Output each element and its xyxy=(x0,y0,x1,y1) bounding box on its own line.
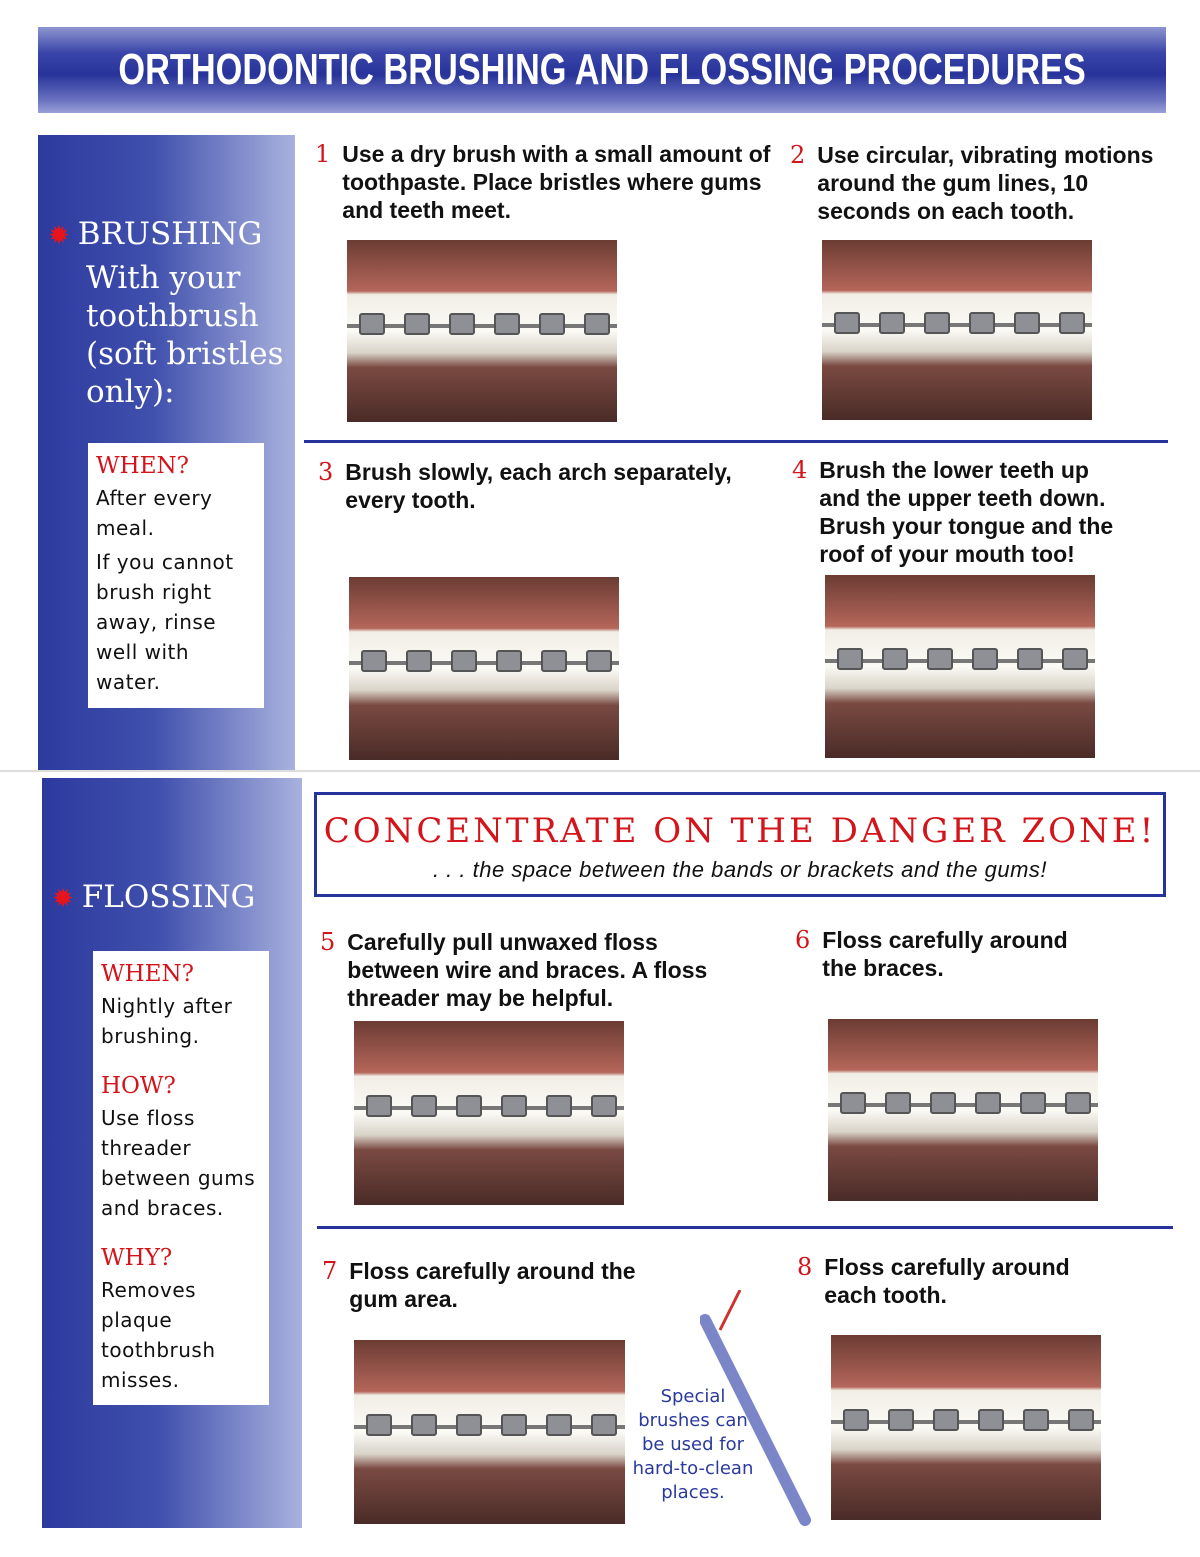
bracket-icon xyxy=(539,313,565,335)
bracket-icon xyxy=(546,1414,572,1436)
step-3 xyxy=(318,458,778,514)
bracket-icon xyxy=(972,648,998,670)
step-text: Carefully pull unwaxed floss between wire and braces. A floss threader may be helpful. xyxy=(347,929,708,1011)
brushing-sub: only): xyxy=(86,374,175,410)
bracket-icon xyxy=(933,1409,959,1431)
danger-subtitle: . . . the space between the bands or brackets and the gums! xyxy=(432,857,1048,882)
why-label: WHY? xyxy=(101,1245,173,1271)
bracket-icon xyxy=(456,1095,482,1117)
step-6 xyxy=(795,926,1095,982)
bracket-icon xyxy=(411,1095,437,1117)
flossing-title: FLOSSING xyxy=(81,879,256,915)
step-text: Use circular, vibrating motions around the gum lines, 10 seconds on each tooth. xyxy=(817,142,1154,224)
brushing-when-box xyxy=(88,443,264,708)
bracket-icon xyxy=(879,312,905,334)
step-number: 2 xyxy=(790,141,806,169)
flossing-info-box xyxy=(93,951,269,1405)
bracket-icon xyxy=(885,1092,911,1114)
divider xyxy=(317,1226,1173,1229)
step-7-photo xyxy=(354,1340,625,1524)
danger-title: CONCENTRATE ON THE DANGER ZONE! xyxy=(323,811,1157,851)
bracket-icon xyxy=(882,648,908,670)
bracket-icon xyxy=(840,1092,866,1114)
brushing-title: BRUSHING xyxy=(77,216,263,252)
divider xyxy=(304,440,1168,443)
fold-line xyxy=(0,770,1200,772)
how-text: Use floss threader between gums and braces. xyxy=(101,1106,256,1220)
step-3-photo xyxy=(349,577,619,760)
brushing-sub: toothbrush xyxy=(86,298,259,334)
step-5 xyxy=(320,928,740,1012)
bracket-icon xyxy=(834,312,860,334)
when-label: WHEN? xyxy=(101,961,194,987)
bracket-icon xyxy=(494,313,520,335)
when-text-2: If you cannot brush right away, rinse well with water. xyxy=(96,550,234,694)
when-text: After every meal. xyxy=(96,486,213,540)
bracket-icon xyxy=(1017,648,1043,670)
bracket-icon xyxy=(1023,1409,1049,1431)
step-number: 3 xyxy=(318,458,334,486)
why-text: Removes plaque toothbrush misses. xyxy=(101,1278,216,1392)
step-1-photo xyxy=(347,240,617,422)
bracket-icon xyxy=(1020,1092,1046,1114)
bracket-icon xyxy=(451,650,477,672)
step-5-photo xyxy=(354,1021,624,1205)
step-text: Brush the lower teeth up and the upper teeth down. Brush your tongue and the roof of your mouth too! xyxy=(819,457,1114,567)
starburst-icon: ✹ xyxy=(52,884,74,914)
step-number: 7 xyxy=(322,1257,338,1285)
step-number: 4 xyxy=(792,456,808,484)
when-label: WHEN? xyxy=(96,453,189,479)
step-text: Floss carefully around the gum area. xyxy=(349,1258,636,1312)
brushing-heading xyxy=(48,215,262,255)
bracket-icon xyxy=(359,313,385,335)
bracket-icon xyxy=(501,1414,527,1436)
brushing-sub: (soft bristles xyxy=(86,336,284,372)
step-text: Floss carefully around each tooth. xyxy=(824,1254,1070,1308)
page-title: ORTHODONTIC BRUSHING AND FLOSSING PROCEDURES xyxy=(118,45,1086,94)
step-7 xyxy=(322,1257,662,1313)
title-banner xyxy=(38,27,1166,113)
bracket-icon xyxy=(366,1414,392,1436)
bracket-icon xyxy=(1062,648,1088,670)
step-1 xyxy=(315,140,775,224)
step-number: 6 xyxy=(795,926,811,954)
special-brushes-note: Special brushes can be used for hard-to-clean places. xyxy=(632,1386,754,1503)
bracket-icon xyxy=(888,1409,914,1431)
bracket-icon xyxy=(584,313,610,335)
step-8-photo xyxy=(831,1335,1101,1520)
flossing-heading xyxy=(52,878,255,918)
bracket-icon xyxy=(837,648,863,670)
step-text: Brush slowly, each arch separately, every tooth. xyxy=(345,459,732,513)
brushing-sidebar xyxy=(38,135,295,770)
step-2-photo xyxy=(822,240,1092,420)
bracket-icon xyxy=(930,1092,956,1114)
bracket-icon xyxy=(546,1095,572,1117)
bracket-icon xyxy=(496,650,522,672)
bracket-icon xyxy=(406,650,432,672)
step-4 xyxy=(792,456,1132,568)
step-4-photo xyxy=(825,575,1095,758)
bracket-icon xyxy=(1014,312,1040,334)
starburst-icon: ✹ xyxy=(48,221,70,251)
bracket-icon xyxy=(586,650,612,672)
bracket-icon xyxy=(501,1095,527,1117)
bracket-icon xyxy=(404,313,430,335)
bracket-icon xyxy=(361,650,387,672)
bracket-icon xyxy=(924,312,950,334)
bracket-icon xyxy=(978,1409,1004,1431)
bracket-icon xyxy=(591,1414,617,1436)
bracket-icon xyxy=(843,1409,869,1431)
danger-zone-box xyxy=(314,792,1166,897)
how-label: HOW? xyxy=(101,1073,176,1099)
bracket-icon xyxy=(969,312,995,334)
flossing-sidebar xyxy=(42,778,302,1528)
bracket-icon xyxy=(1065,1092,1091,1114)
step-text: Use a dry brush with a small amount of toothpaste. Place bristles where gums and teeth meet. xyxy=(342,141,771,223)
brushing-sub: With your xyxy=(86,260,241,296)
bracket-icon xyxy=(449,313,475,335)
bracket-icon xyxy=(591,1095,617,1117)
step-number: 1 xyxy=(315,140,331,168)
when-text: Nightly after brushing. xyxy=(101,994,233,1048)
bracket-icon xyxy=(1059,312,1085,334)
bracket-icon xyxy=(411,1414,437,1436)
step-number: 8 xyxy=(797,1253,813,1281)
bracket-icon xyxy=(456,1414,482,1436)
step-number: 5 xyxy=(320,928,336,956)
step-2 xyxy=(790,141,1180,225)
bracket-icon xyxy=(541,650,567,672)
bracket-icon xyxy=(975,1092,1001,1114)
step-6-photo xyxy=(828,1019,1098,1201)
bracket-icon xyxy=(927,648,953,670)
bracket-icon xyxy=(366,1095,392,1117)
step-text: Floss carefully around the braces. xyxy=(822,927,1068,981)
step-8 xyxy=(797,1253,1097,1309)
bracket-icon xyxy=(1068,1409,1094,1431)
